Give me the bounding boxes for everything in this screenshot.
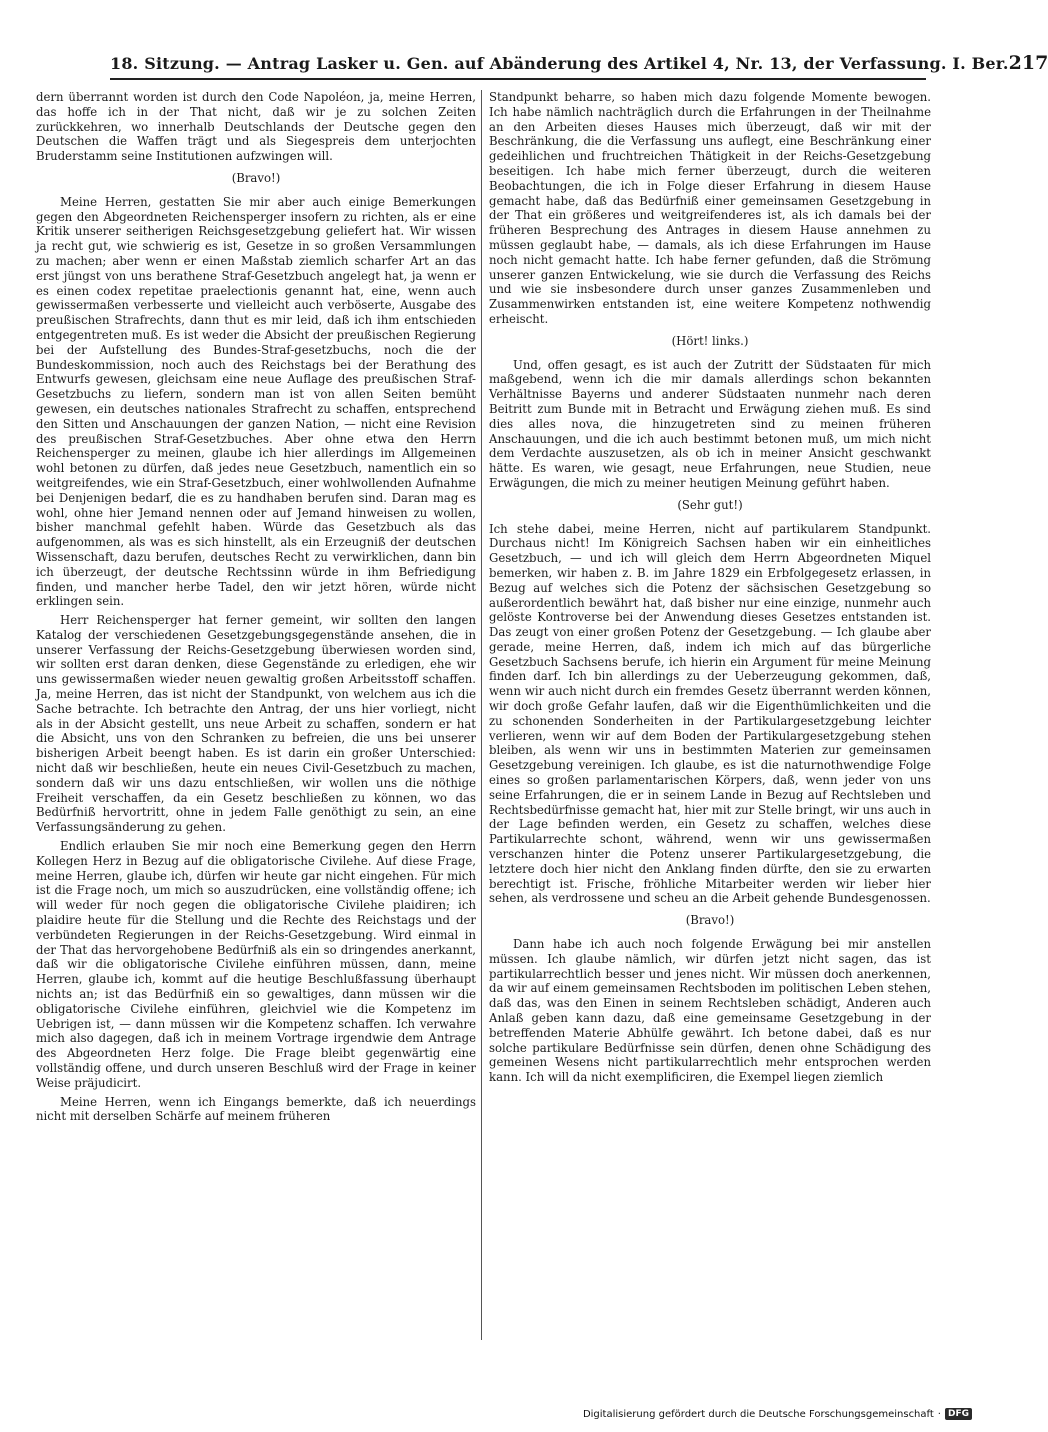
left-column [36,90,476,1128]
paragraph: Dann habe ich auch noch folgende Erwägung bei mir anstellen müssen. Ich glaube nämlich, wir dürfen jetzt nicht sagen, das ist partikularrechtlich besser und jenes nicht. Wir müssen doch anerkennen, da wir auf einem gemeinsamen Rechtsboden im politischen Leben stehen, daß das, was den Einen in seinem Rechtsleben schädigt, Anderen auch Anlaß geben kann dazu, daß eine gemeinsame Gesetzgebung in der betreffenden Materie Abhülfe gewährt. Ich betone dabei, daß es nur solche partikulare Bedürfnisse sein dürfen, denen ohne Schädigung des gemeinen Wesens nicht partikularrechtlich mehr entsprochen werden kann. Ich will da nicht exemplificiren, die Exempel liegen ziemlich [489,937,931,1085]
digitization-credit [583,1408,972,1420]
dfg-logo: DFG [945,1408,972,1420]
footer-text: Digitalisierung gefördert durch die Deutsche Forschungsgemeinschaft [582,1408,934,1420]
reaction-note: (Bravo!) [685,913,735,928]
dot-separator: · [937,1408,941,1420]
paragraph: Meine Herren, gestatten Sie mir aber auch einige Bemerkungen gegen den Abgeordneten Reichensperger insofern zu richten, als er eine Kritik unserer seitherigen Reichsgesetzgebung geliefert hat. Wir wissen ja recht gut, wie schwierig es ist, Gesetze in so großen Versammlungen zu machen; aber wenn er einen Maßstab ziemlich scharfer Art an das erst jüngst von uns berathene Straf-Gesetzbuch angelegt hat, ja wenn er es einen codex repetitae praelectionis genannt hat, eine, wenn auch gewissermaßen verbesserte und vielleicht auch verböserte, Ausgabe des preußischen Strafrechts, dann thut es mir leid, daß ich ihm entschieden entgegentreten muß. Es ist weder die Absicht der preußischen Regierung bei der Aufstellung des Bundes-Straf-gesetzbuchs, noch die der Bundeskommission, noch auch des Reichstags bei der Berathung des Entwurfs gewesen, gleichsam eine neue Auflage des preußischen Straf-Gesetzbuchs zu liefern, sondern man ist von allen Seiten bemüht gewesen, ein deutsches nationales Strafrecht zu schaffen, entsprechend den Sitten und Anschauungen der ganzen Nation, — nicht eine Revision des preußischen Straf-Gesetzbuches. Aber ohne etwa den Herrn Reichensperger zu meinen, glaube ich hier allerdings im Allgemeinen wohl betonen zu dürfen, daß jedes neue Gesetzbuch, namentlich ein so weitgreifendes, wie ein Straf-Gesetzbuch, einer wohlwollenden Aufnahme bei Denjenigen bedarf, die es zu handhaben berufen sind. Daran mag es wohl, ohne hier Jemand nennen oder auf Jemand hinweisen zu wollen, bisher manchmal gefehlt haben. Würde das Gesetzbuch als das aufgenommen, als was es sich hinstellt, als ein Erzeugniß der deutschen Wissenschaft, dazu berufen, deutsches Recht zu verwirklichen, dann bin ich überzeugt, der deutsche Rechtssinn würde in ihm Befriedigung finden, und mancher herbe Tadel, den wir jetzt hören, würde nicht erklingen sein. [36,194,476,609]
header-title: 18. Sitzung. — Antrag Lasker u. Gen. auf Abänderung des Artikel 4, Nr. 13, der Verfassung. I. Ber. [110,54,1009,73]
paragraph: Herr Reichensperger hat ferner gemeint, wir sollten den langen Katalog der verschiedenen Gesetzgebungsgegenstände ansehen, die in unserer Verfassung der Reichs-Gesetzgebung überwiesen worden sind, wir sollten erst daran denken, diese Gegenstände zu erledigen, ehe wir uns gewissermaßen wieder neuen gewaltig großen Arbeitsstoff schaffen. Ja, meine Herren, das ist nicht der Standpunkt, von welchem aus ich die Sache betrachte. Ich betrachte den Antrag, der uns hier vorliegt, nicht als in der Absicht gestellt, uns neue Arbeit zu schaffen, sondern er hat die Absicht, uns von den Schranken zu befreien, die uns bei unserer bisherigen Arbeit beengt haben. Es ist darin ein großer Unterschied: nicht daß wir beschließen, heute ein neues Civil-Gesetzbuch zu machen, sondern daß wir uns dazu entschließen, wir wollen uns die nöthige Freiheit verschaffen, da ein Gesetz beschließen zu können, wo das Bedürfniß hervortritt, ohne in jedem Falle genöthigt zu sein, an eine Verfassungsänderung zu gehen. [36,613,476,835]
reaction-note: (Sehr gut!) [677,497,743,512]
running-header [110,42,1048,80]
paragraph: Und, offen gesagt, es ist auch der Zutritt der Südstaaten für mich maßgebend, wenn ich die mir damals allerdings schon bekannten Verhältnisse Bayerns und anderer Südstaaten nunmehr nach deren Beitritt zum Bunde mit in Betracht und Erwägung ziehen muß. Es sind dies alles nova, die hinzugetreten sind zu meinen früheren Anschauungen, und die ich auch bestimmt betonen muß, um mich nicht dem Verdachte auszusetzen, als ob ich in meiner Ansicht geschwankt hätte. Es waren, wie gesagt, neue Erfahrungen, neue Studien, neue Erwägungen, die mich zu meiner heutigen Meinung geführt haben. [489,357,931,490]
page-number: 217 [1008,52,1048,74]
reaction-note: (Hört! links.) [671,333,749,348]
paragraph: dern überrannt worden ist durch den Code Napoléon, ja, meine Herren, das hoffe ich in der That nicht, daß wir je zu solchen Zeiten zurückkehren, wo innerhalb Deutschlands der Deutsche gegen den Deutschen die Waffen trägt und als Siegespreis dem unterjochten Bruderstamm seine Institutionen aufzwingen will. [36,90,476,164]
paragraph: Endlich erlauben Sie mir noch eine Bemerkung gegen den Herrn Kollegen Herz in Bezug auf die obligatorische Civilehe. Auf diese Frage, meine Herren, glaube ich, dürfen wir heute gar nicht eingehen. Für mich ist die Frage noch, um mich so auszudrücken, eine vollständig offene; ich will weder für noch gegen die obligatorische Civilehe plaidiren; ich plaidire heute für die Stellung und die Rechte des Reichstags und der verbündeten Regierungen in der Reichs-Gesetzgebung. Wird einmal in der That das hervorgehobene Bedürfniß als ein so dringendes anerkannt, daß wir die obligatorische Civilehe einführen müssen, dann, meine Herren, glaube ich, kommt auf die heutige Beschlußfassung überhaupt nichts an; ist das Bedürfniß ein so gewaltiges, dann müssen wir die obligatorische Civilehe einführen, gleichviel wie die Kompetenz im Uebrigen ist, — dann müssen wir die Kompetenz schaffen. Ich verwahre mich also dagegen, daß ich in meinem Vortrage irgendwie dem Antrage des Abgeordneten Herz folge. Die Frage bleibt gegenwärtig eine vollständig offene, und durch unseren Beschluß wird der Frage in keiner Weise präjudicirt. [36,839,476,1090]
paragraph: Meine Herren, wenn ich Eingangs bemerkte, daß ich neuerdings nicht mit derselben Schärfe auf meinem früheren [36,1094,476,1124]
right-column [489,90,931,1089]
paragraph: Ich stehe dabei, meine Herren, nicht auf partikularem Standpunkt. Durchaus nicht! Im Königreich Sachsen haben wir ein einheitliches Gesetzbuch, — und ich will gleich dem Herrn Abgeordneten Miquel bemerken, wir haben z. B. im Jahre 1829 ein Erbfolgegesetz erlassen, in Bezug auf welches sich die Potenz der sächsischen Gesetzgebung so außerordentlich bewährt hat, daß bisher nur eine einzige, nunmehr auch gelöste Kontroverse bei der Anwendung dieses Gesetzes entstanden ist. Das zeugt von einer großen Potenz der Gesetzgebung. — Ich glaube aber gerade, meine Herren, daß, indem ich mich auf das bürgerliche Gesetzbuch Sachsens berufe, ich hierin ein Argument für meine Meinung finden darf. Ich bin allerdings zu der Ueberzeugung gekommen, daß, wenn wir auch nicht durch ein fremdes Gesetz überrannt werden können, wir doch große Gefahr laufen, daß wir die Eigenthümlichkeiten und die zu schonenden Sonderheiten in der Partikulargesetzgebung leichter verlieren, wenn wir auf dem Boden der Partikulargesetzgebung stehen bleiben, als wenn wir uns in bestimmten Materien zur gemeinsamen Gesetzgebung vereinigen. Ich glaube, es ist die naturnothwendige Folge eines so großen parlamentarischen Körpers, daß, wenn jeder von uns seine Erfahrungen, die er in seinem Lande in Bezug auf Rechtsleben und Rechtsbedürfnisse gemacht hat, hier mit zur Stelle bringt, wir uns auch in der Lage befinden werden, ein Gesetz zu schaffen, welches diese Partikularrechte schont, während, wenn wir uns gewissermaßen verschanzen hinter die Potenz unserer Partikulargesetzgebung, die letztere doch hier nicht den Anklang finden dürfte, den sie zu erwarten berechtigt ist. Frische, fröhliche Mitarbeiter werden wir lieber hier sehen, als verdrossene und scheu an die Arbeit gehende Bundesgenossen. [489,521,931,906]
paragraph: Standpunkt beharre, so haben mich dazu folgende Momente bewogen. Ich habe nämlich nachträglich durch die Erfahrungen in der Theilnahme an den Arbeiten dieses Hauses mich überzeugt, daß wir mit der Beschränkung, die die Verfassung uns auflegt, eine Beschränkung einer gedeihlichen und fruchtreichen Thätigkeit in der Reichs-Gesetzgebung beseitigen. Ich habe mich ferner überzeugt, durch die weiteren Beobachtungen, die ich in Folge dieser Erfahrung in diesem Hause gemacht habe, daß das Bedürfniß einer gemeinsamen Gesetzgebung in der That ein größeres und weitgreifenderes ist, als ich damals bei der früheren Besprechung des Antrages in diesem Hause annehmen zu müssen geglaubt habe, — damals, als ich diese Erfahrungen im Hause noch nicht gemacht hatte. Ich habe ferner gefunden, daß die Strömung unserer ganzen Entwickelung, wie sie durch die Verfassung des Reichs und wie sie insbesondere durch unser ganzes Zusammenleben und Zusammenwirken entstanden ist, eine weitere Kompetenz nothwendig erheischt. [489,90,931,326]
column-divider [481,90,482,1340]
reaction-note: (Bravo!) [231,170,281,185]
